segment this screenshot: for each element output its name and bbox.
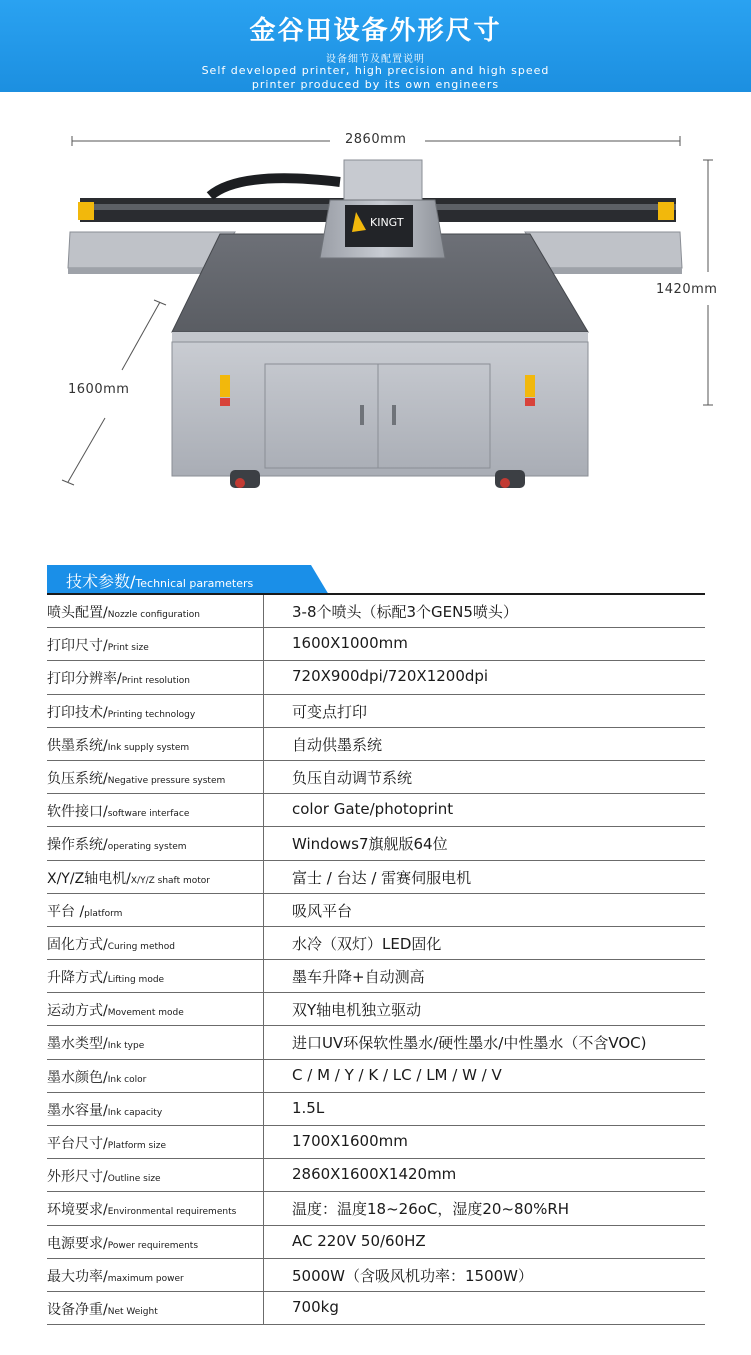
spec-label-en: Lifting mode [107,975,165,986]
depth-label: 1600mm [68,382,130,397]
spec-value: 自动供墨系统 [292,735,383,754]
spec-value: 720X900dpi/720X1200dpi [292,667,489,686]
printer-illustration [60,150,700,510]
spec-value: 吸风平台 [292,901,353,920]
column-divider [263,595,264,627]
spec-label [47,868,210,888]
column-divider [263,861,264,893]
spec-value: 700kg [292,1297,339,1316]
spec-label [47,1100,162,1120]
spec-label-en: Nozzle configuration [107,610,201,620]
brand-logo-text: KINGT [370,216,404,229]
spec-label-zh: 供墨系统/ [47,737,108,754]
spec-label [47,1166,161,1186]
spec-label-zh: 环境要求/ [47,1202,108,1219]
column-divider [263,993,264,1025]
spec-value: 3-8个喷头（标配3个GEN5喷头） [292,603,518,621]
spec-label-zh: 墨水类型/ [47,1036,108,1053]
spec-label [47,668,190,688]
spec-label-en: operating system [107,842,187,853]
spec-label [47,801,189,821]
spec-row [47,1026,705,1059]
height-label: 1420mm [656,282,718,297]
spec-row [47,1093,705,1126]
spec-label [47,1067,146,1087]
spec-label-zh: 固化方式/ [47,936,108,953]
column-divider [263,794,264,826]
spec-label-zh: 打印技术/ [47,704,108,721]
spec-label-en: Ink supply system [107,742,190,753]
spec-row [47,960,705,993]
spec-label-en: Negative pressure system [107,775,226,786]
spec-row [47,661,705,694]
column-divider [263,628,264,660]
width-label: 2860mm [345,132,407,147]
spec-value: 2860X1600X1420mm [292,1165,457,1184]
spec-label-en: maximum power [107,1273,184,1284]
spec-label-en: Ink capacity [107,1107,163,1118]
spec-value: AC 220V 50/60HZ [292,1231,426,1250]
column-divider [263,661,264,693]
spec-label-zh: 运动方式/ [47,1003,108,1020]
spec-label-zh: 打印分辨率/ [47,671,122,688]
column-divider [263,1026,264,1058]
spec-label-zh: 操作系统/ [47,837,108,854]
spec-row [47,1192,705,1225]
spec-label-en: Environmental requirements [107,1207,237,1218]
spec-value: 水冷（双灯）LED固化 [292,934,442,953]
spec-label [47,1133,166,1153]
spec-header-label [66,569,253,592]
spec-label [47,1033,144,1053]
spec-row [47,1259,705,1292]
spec-label-zh: 软件接口/ [47,804,108,821]
column-divider [263,1060,264,1092]
column-divider [263,894,264,926]
column-divider [263,827,264,859]
spec-label [47,1299,158,1319]
spec-value: 墨车升降+自动测高 [292,968,425,987]
spec-row [47,794,705,827]
spec-label-en: Power requirements [107,1240,199,1251]
printer-base [172,342,588,488]
spec-label [47,1199,236,1219]
spec-row [47,1060,705,1093]
spec-label-en: Print resolution [121,676,190,687]
spec-row [47,628,705,661]
spec-value: 5000W（含吸风机功率：1500W） [292,1266,534,1285]
column-divider [263,1259,264,1291]
spec-label-en: Curing method [107,941,175,952]
page-title: 金谷田设备外形尺寸 [249,16,502,46]
spec-header-zh: 技术参数/ [66,572,136,591]
spec-row [47,894,705,927]
spec-label [47,934,175,954]
spec-label-zh: 打印尺寸/ [47,638,108,655]
spec-label-zh: 设备净重/ [47,1301,108,1318]
spec-label-en: X/Y/Z shaft motor [130,875,210,886]
spec-row [47,595,705,628]
spec-value: 1.5L [292,1098,325,1117]
print-carriage [320,160,445,258]
spec-label-en: Print size [107,643,149,654]
spec-label [47,834,187,854]
column-divider [263,1126,264,1158]
spec-value: 负压自动调节系统 [292,768,413,787]
spec-row [47,993,705,1026]
spec-row [47,695,705,728]
spec-value: 双Y轴电机独立驱动 [292,1001,422,1020]
column-divider [263,695,264,727]
spec-row [47,1226,705,1259]
spec-label-zh: 升降方式/ [47,970,108,987]
column-divider [263,1192,264,1224]
spec-row [47,1126,705,1159]
subtitle-en-1: Self developed printer, high precision and high speed [201,64,550,77]
spec-value: Windows7旗舰版64位 [292,835,448,854]
spec-value: color Gate/photoprint [292,800,454,819]
spec-row [47,927,705,960]
spec-label-zh: 墨水容量/ [47,1102,108,1119]
column-divider [263,728,264,760]
spec-row [47,1159,705,1192]
spec-label-en: Printing technology [107,709,196,720]
column-divider [263,761,264,793]
spec-row [47,728,705,761]
spec-label [47,1233,198,1253]
spec-label-zh: 最大功率/ [47,1268,108,1285]
spec-label-en: software interface [107,809,190,820]
spec-label-en: Outline size [107,1174,161,1185]
spec-label-en: Ink type [107,1041,145,1052]
spec-value: 1700X1600mm [292,1132,408,1150]
spec-label-zh: 喷头配置/ [47,605,108,621]
spec-label-zh: 平台尺寸/ [47,1136,108,1152]
spec-label-zh: 负压系统/ [47,770,108,787]
column-divider [263,1159,264,1191]
spec-label-zh: X/Y/Z轴电机/ [47,870,131,887]
spec-label-en: Movement mode [107,1008,184,1019]
spec-label-en: Platform size [107,1141,166,1151]
spec-label-zh: 墨水颜色/ [47,1069,108,1086]
column-divider [263,927,264,959]
spec-value: 富士 / 台达 / 雷赛伺服电机 [292,868,472,887]
spec-label-en: Ink color [107,1074,147,1085]
spec-header-en: Technical parameters [135,577,254,590]
spec-label [47,735,189,755]
spec-label-zh: 平台 / [47,903,85,920]
spec-row [47,761,705,794]
subtitle-en-2: printer produced by its own engineers [251,78,500,91]
spec-label-zh: 电源要求/ [47,1235,108,1252]
spec-label [47,635,149,655]
spec-row [47,827,705,860]
spec-label [47,768,225,788]
spec-value: 1600X1000mm [292,634,408,653]
column-divider [263,960,264,992]
spec-value: 进口UV环保软性墨水/硬性墨水/中性墨水（不含VOC) [292,1034,647,1053]
spec-label-en: Net Weight [107,1306,158,1317]
column-divider [263,1226,264,1258]
spec-label [47,602,200,622]
spec-label [47,1266,184,1286]
spec-label [47,967,164,987]
spec-value: C / M / Y / K / LC / LM / W / V [292,1065,502,1084]
spec-label-en: platform [84,908,123,919]
spec-row [47,861,705,894]
spec-label [47,702,195,722]
spec-value: 温度：温度18~26oC，湿度20~80%RH [292,1200,570,1219]
column-divider [263,1093,264,1125]
spec-label [47,901,122,921]
column-divider [263,1292,264,1324]
spec-label-zh: 外形尺寸/ [47,1169,108,1186]
spec-row [47,1292,705,1325]
spec-value: 可变点打印 [292,702,368,721]
spec-table [47,595,705,1325]
subtitle-cn: 设备细节及配置说明 [326,54,425,65]
spec-label [47,1000,184,1020]
